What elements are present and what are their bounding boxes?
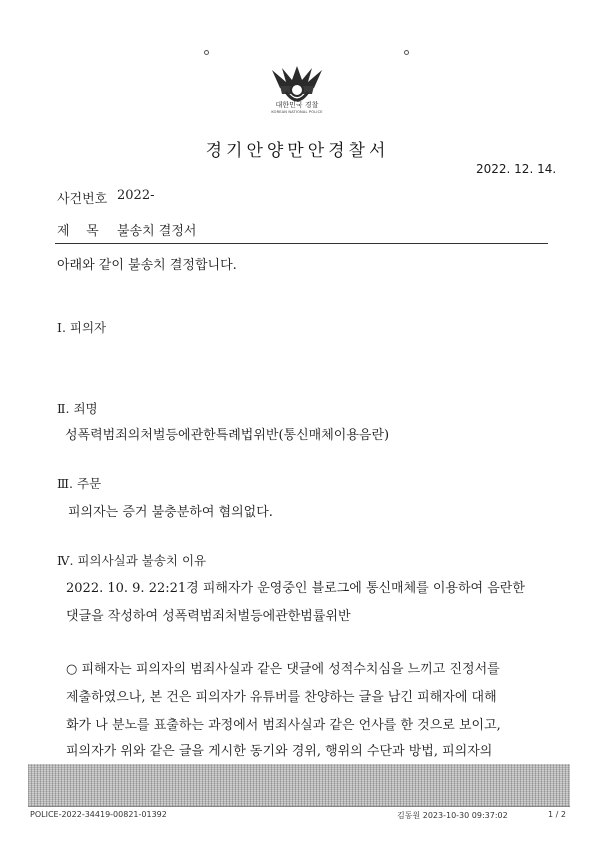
reason-line: 피의자가 위와 같은 글을 게시한 동기와 경위, 행위의 수단과 방법, 피의자의 (66, 744, 493, 759)
reason-line: ○ 피해자는 피의자의 범죄사실과 같은 댓글에 성적수치심을 느끼고 진정서를 (66, 662, 500, 677)
document-date: 2022. 12. 14. (476, 162, 557, 176)
scan-dot (204, 50, 209, 55)
header-divider (55, 243, 548, 244)
footer-doc-id: POLICE-2022-34419-00821-01392 (30, 810, 167, 819)
facts-line: 2022. 10. 9. 22:21경 피해자가 운영중인 블로그에 통신매체를 이용하여 음란한 (66, 581, 525, 596)
intro-text: 아래와 같이 불송치 결정합니다. (57, 258, 237, 273)
case-number-label: 사건번호 (57, 192, 108, 207)
section-order-heading: Ⅲ. 주문 (57, 476, 102, 491)
footer-page: 1 / 2 (548, 810, 566, 819)
scan-dot (404, 50, 409, 55)
reason-line: 화가 나 분노를 표출하는 과정에서 범죄사실과 같은 언사를 한 것으로 보이고, (66, 718, 501, 733)
case-number-value: 2022- (117, 188, 155, 203)
section-suspect-heading: Ⅰ. 피의자 (57, 320, 107, 335)
footer-divider (28, 806, 570, 807)
org-name-ko: 대한민국 경찰 (275, 101, 319, 109)
section-facts-heading: Ⅳ. 피의사실과 불송치 이유 (57, 553, 207, 568)
redacted-scan-strip (28, 764, 570, 806)
order-content: 피의자는 증거 불충분하여 혐의없다. (68, 505, 273, 520)
reason-line: 제출하였으나, 본 건은 피의자가 유튜버를 찬양하는 글을 남긴 피해자에 대해 (66, 690, 497, 705)
subject-label: 제 목 (57, 224, 99, 239)
footer-issuer-time: 김동원 2023-10-30 09:37:02 (397, 811, 508, 820)
org-name-en: KOREAN NATIONAL POLICE (271, 110, 323, 114)
police-eagle-emblem-icon (268, 62, 326, 134)
section-charge-heading: Ⅱ. 죄명 (57, 401, 98, 416)
facts-line: 댓글을 작성하여 성폭력범죄처벌등에관한범률위반 (66, 609, 351, 624)
station-name: 경기안양만안경찰서 (205, 141, 390, 161)
charge-content: 성폭력범죄의처벌등에관한특례법위반(통신매체이용음란) (65, 428, 390, 443)
subject-value: 불송치 결정서 (117, 224, 197, 239)
